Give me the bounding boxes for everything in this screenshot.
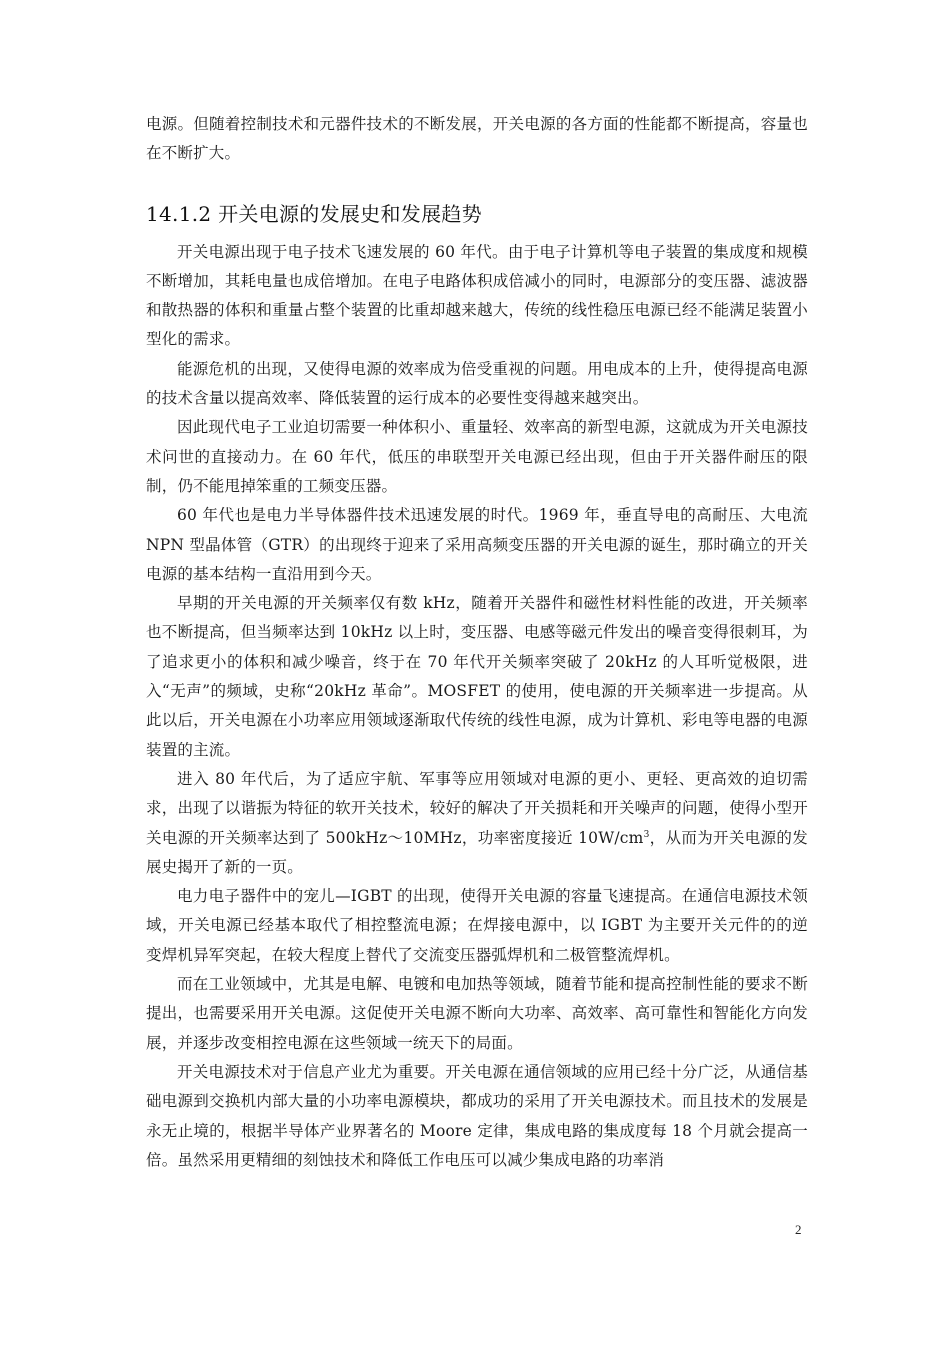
paragraph-origin: 开关电源出现于电子技术飞速发展的 60 年代。由于电子计算机等电子装置的集成度和规模不断增加，其耗电量也成倍增加。在电子电路体积成倍减小的同时，电源部分的变压器、滤波器和散热器的体积和重量占整个装置的比重却越来越大，传统的线性稳压电源已经不能满足装置小型化的需求。 (146, 242, 808, 349)
paragraph-eighties (146, 765, 808, 882)
paragraph-igbt: 电力电子器件中的宠儿—IGBT 的出现，使得开关电源的容量飞速提高。在通信电源技术领域，开关电源已经基本取代了相控整流电源；在焊接电源中，以 IGBT 为主要开关元件的的逆变焊机异军突起，在较大程度上替代了交流变压器弧焊机和二极管整流焊机。 (146, 887, 808, 964)
superscript-three: 3 (643, 829, 650, 840)
paragraph-energy-crisis: 能源危机的出现，又使得电源的效率成为倍受重视的问题。用电成本的上升，使得提高电源的技术含量以提高效率、降低装置的运行成本的必要性变得越来越突出。 (146, 359, 808, 408)
document-body (146, 110, 808, 1175)
paragraph-industry: 而在工业领域中，尤其是电解、电镀和电加热等领域，随着节能和提高控制性能的要求不断提出，也需要采用开关电源。这促使开关电源不断向大功率、高效率、高可靠性和智能化方向发展，并逐步改变相控电源在这些领域一统天下的局面。 (146, 975, 808, 1052)
section-heading: 14.1.2 开关电源的发展史和发展趋势 (146, 201, 482, 226)
paragraph-eighties-main: 进入 80 年代后，为了适应宇航、军事等应用领域对电源的更小、更轻、更高效的迫切需求，出现了以谐振为特征的软开关技术，较好的解决了开关损耗和开关噪声的问题，使得小型开关电源的开关频率达到了 500kHz～10MHz，功率密度接近 10W/cm (146, 769, 808, 847)
paragraph-early-frequency: 早期的开关电源的开关频率仅有数 kHz，随着开关器件和磁性材料性能的改进，开关频率也不断提高，但当频率达到 10kHz 以上时，变压器、电感等磁元件发出的噪音变得很刺耳，为了追求更小的体积和减少噪音，终于在 70 年代开关频率突破了 20kHz 的人耳听觉极限，进入“无声”的频域，史称“20kHz 革命”。MOSFET 的使用，使电源的开关频率进一步提高。从此以后，开关电源在小功率应用领域逐渐取代传统的线性电源，成为计算机、彩电等电器的电源装置的主流。 (146, 594, 808, 759)
paragraph-semiconductor: 60 年代也是电力半导体器件技术迅速发展的时代。1969 年，垂直导电的高耐压、大电流 NPN 型晶体管（GTR）的出现终于迎来了采用高频变压器的开关电源的诞生，那时确立的开关电源的基本结构一直沿用到今天。 (146, 506, 808, 583)
paragraph-modern-industry: 因此现代电子工业迫切需要一种体积小、重量轻、效率高的新型电源，这就成为开关电源技术问世的直接动力。在 60 年代，低压的串联型开关电源已经出现，但由于开关器件耐压的限制，仍不能甩掉笨重的工频变压器。 (146, 418, 808, 495)
intro-paragraph: 电源。但随着控制技术和元器件技术的不断发展，开关电源的各方面的性能都不断提高，容量也在不断扩大。 (146, 115, 808, 163)
paragraph-information-industry: 开关电源技术对于信息产业尤为重要。开关电源在通信领域的应用已经十分广泛，从通信基础电源到交换机内部大量的小功率电源模块，都成功的采用了开关电源技术。而且技术的发展是永无止境的，根据半导体产业界著名的 Moore 定律，集成电路的集成度每 18 个月就会提高一倍。虽然采用更精细的刻蚀技术和降低工作电压可以减少集成电路的功率消 (146, 1062, 808, 1169)
page-number: 2 (795, 1222, 802, 1237)
paragraph-eighties-end: ，从而为开关电源的发展史揭开了新的一页。 (146, 828, 808, 876)
